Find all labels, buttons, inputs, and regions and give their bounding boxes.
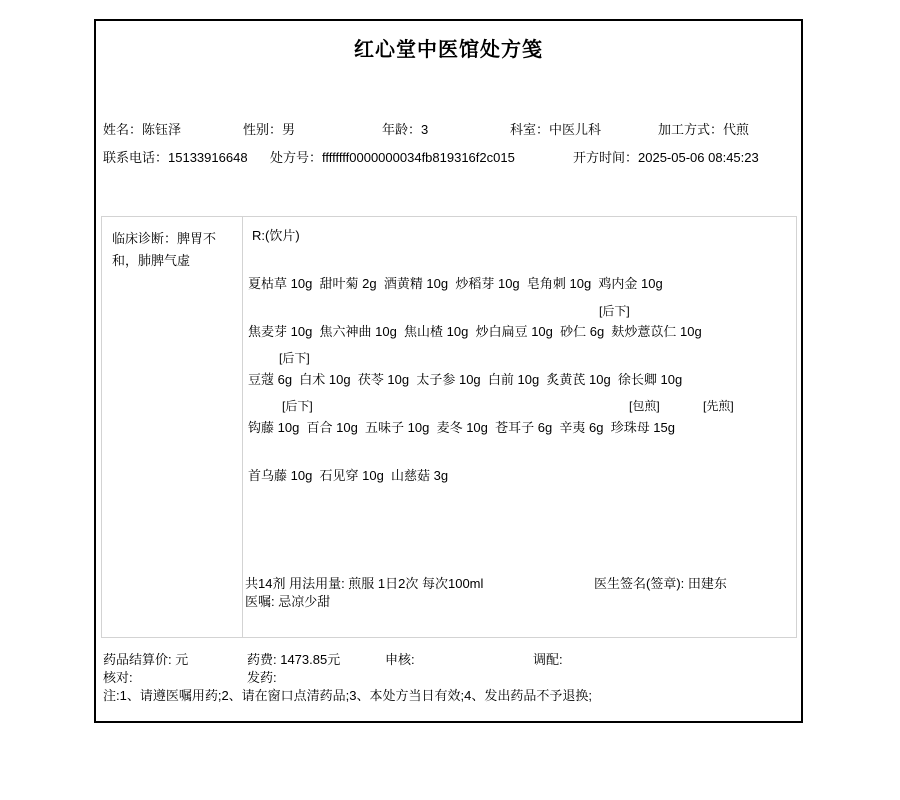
- department-field: [510, 122, 601, 138]
- settlement-price-field: 药品结算价: 元: [103, 652, 189, 667]
- processing-method-value: 代煎: [723, 122, 750, 137]
- annotation-xianjian: [先煎]: [703, 399, 734, 413]
- rx-header: R:(饮片): [252, 228, 300, 243]
- patient-gender-field: [243, 122, 295, 138]
- prescription-sheet: [94, 19, 803, 723]
- patient-age-value: 3: [421, 122, 429, 137]
- doctor-signature: 医生签名(签章): 田建东: [594, 576, 727, 591]
- medicine-fee-field: 药费: 1473.85元: [247, 652, 341, 667]
- annotation-baojian: [包煎]: [629, 399, 660, 413]
- prescription-time-value: 2025-05-06 08:45:23: [638, 150, 759, 165]
- dosage-summary: 共14剂 用法用量: 煎服 1日2次 每次100ml: [245, 576, 484, 591]
- prescription-time-field: [573, 150, 759, 166]
- diagnosis-value: 脾胃不和，肺脾气虚: [112, 231, 217, 268]
- page-title: 红心堂中医馆处方笺: [354, 39, 543, 61]
- footer-note: 注:1、请遵医嘱用药;2、请在窗口点清药品;3、本处方当日有效;4、发出药品不予退换;: [103, 688, 592, 703]
- patient-gender-label: 性别：: [243, 122, 283, 137]
- prescription-number-field: [270, 150, 515, 166]
- check-field: 核对:: [103, 670, 133, 685]
- phone-label: 联系电话：: [103, 150, 169, 165]
- table-cell-divider: [242, 217, 243, 637]
- herb-line-1: 夏枯草 10g 甜叶菊 2g 酒黄精 10g 炒稻芽 10g 皂角刺 10g 鸡内金 10g: [248, 276, 663, 291]
- diagnosis-text: [112, 228, 230, 272]
- phone-value: 15133916648: [168, 150, 248, 165]
- dispense-field: 发药:: [247, 670, 277, 685]
- herb-line-4: 钩藤 10g 百合 10g 五味子 10g 麦冬 10g 苍耳子 6g 辛夷 6g 珍珠母 15g: [248, 420, 675, 435]
- herb-line-2: 焦麦芽 10g 焦六神曲 10g 焦山楂 10g 炒白扁豆 10g 砂仁 6g 麸炒薏苡仁 10g: [248, 324, 702, 339]
- herb-line-3: 豆蔻 6g 白术 10g 茯苓 10g 太子参 10g 白前 10g 炙黄芪 10g 徐长卿 10g: [248, 372, 683, 387]
- prescription-table: [101, 216, 797, 638]
- department-label: 科室：: [510, 122, 550, 137]
- prescription-number-label: 处方号：: [270, 150, 323, 165]
- prepare-field: 调配:: [533, 652, 563, 667]
- patient-age-label: 年龄：: [382, 122, 422, 137]
- medical-advice: 医嘱: 忌凉少甜: [245, 594, 331, 609]
- review-field: 申核:: [385, 652, 415, 667]
- prescription-time-label: 开方时间：: [573, 150, 639, 165]
- patient-name-label: 姓名：: [103, 122, 143, 137]
- annotation-houxia-1: [后下]: [599, 304, 630, 318]
- processing-method-field: [658, 122, 749, 138]
- annotation-houxia-2: [后下]: [279, 351, 310, 365]
- patient-name-value: 陈钰泽: [142, 122, 182, 137]
- processing-method-label: 加工方式：: [658, 122, 724, 137]
- patient-gender-value: 男: [282, 122, 296, 137]
- diagnosis-label: 临床诊断：: [112, 231, 178, 246]
- herb-line-5: 首乌藤 10g 石见穿 10g 山慈菇 3g: [248, 468, 449, 483]
- annotation-houxia-3: [后下]: [282, 399, 313, 413]
- patient-age-field: [382, 122, 428, 138]
- department-value: 中医儿科: [549, 122, 602, 137]
- patient-name-field: [103, 122, 181, 138]
- prescription-number-value: ffffffff0000000034fb819316f2c015: [322, 150, 515, 165]
- phone-field: [103, 150, 248, 166]
